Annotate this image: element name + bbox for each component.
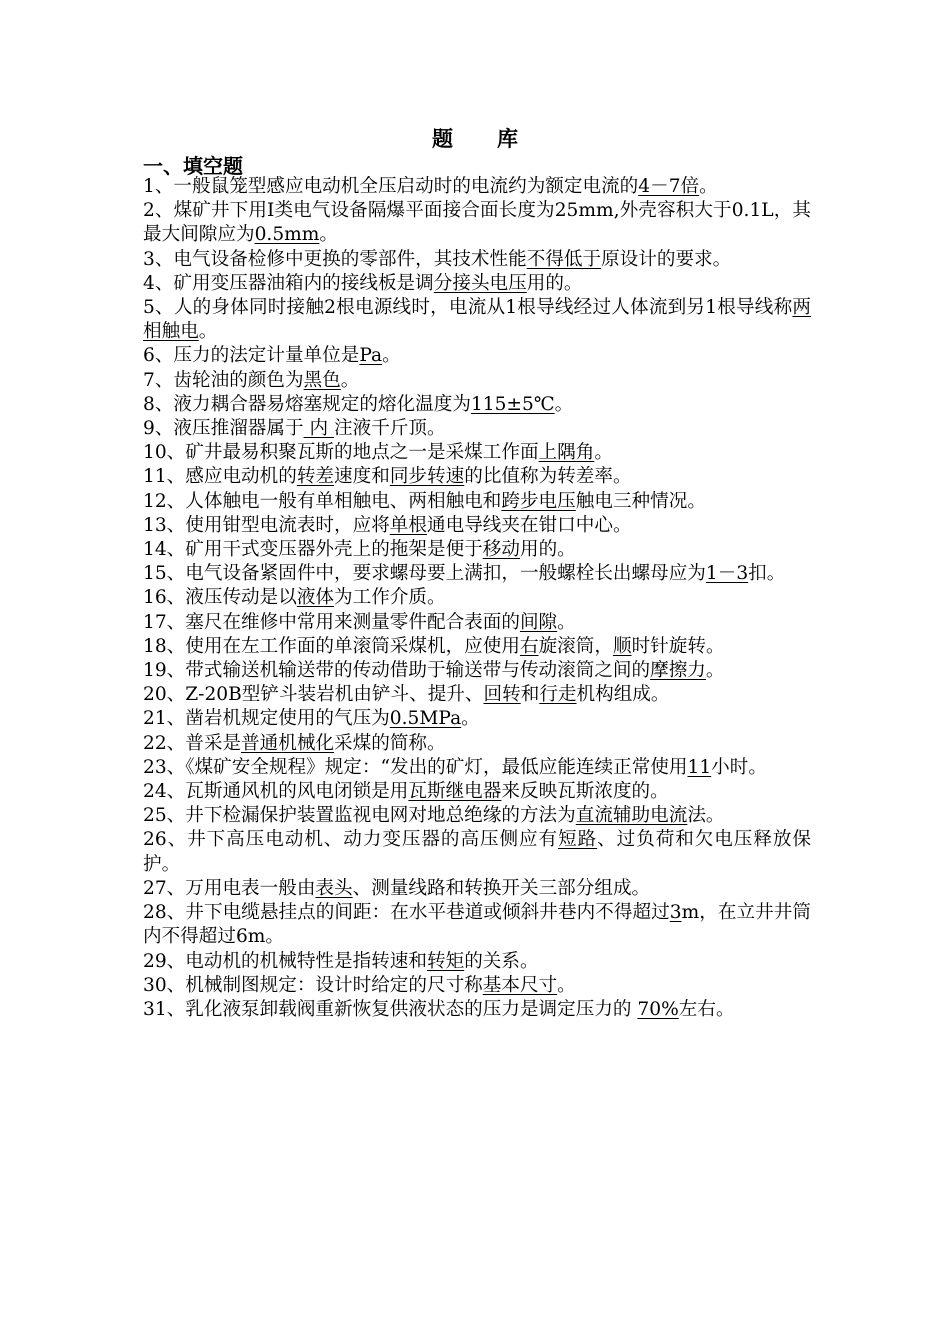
answer-blank: 内: [303, 418, 335, 440]
question-item: [143, 683, 811, 707]
question-text: 17、塞尺在维修中常用来测量零件配合表面的: [143, 611, 520, 633]
question-text: 。: [557, 974, 576, 996]
question-text: 13、使用钳型电流表时，应将: [143, 514, 390, 536]
question-item: [143, 780, 811, 804]
question-text: 扣。: [748, 563, 786, 585]
question-item: [143, 828, 811, 876]
question-text: 15、电气设备紧固件中，要求螺母要上满扣，一般螺栓长出螺母应为: [143, 563, 706, 585]
question-text: 。: [198, 321, 218, 343]
answer-blank: 顺: [612, 635, 632, 657]
question-item: [143, 998, 811, 1022]
answer-blank: 跨步电压: [501, 490, 576, 512]
question-item: [143, 272, 811, 296]
question-item: [143, 538, 811, 562]
question-text: 19、带式输送机输送带的传动借助于输送带与传动滚筒之间的: [143, 660, 651, 682]
answer-blank: 间隙: [519, 611, 558, 633]
question-text: 采煤的简称。: [334, 732, 446, 754]
answer-blank: 黑色: [303, 369, 341, 391]
question-item: [143, 586, 811, 610]
question-text: 10、矿井最易积聚瓦斯的地点之一是采煤工作面: [143, 442, 539, 464]
question-text: 8、液力耦合器易熔塞规定的熔化温度为: [143, 393, 471, 415]
question-text: 触电三种情况。: [575, 490, 706, 512]
question-item: [143, 417, 811, 441]
answer-blank: 3: [669, 902, 682, 924]
question-text: 为工作介质。: [334, 587, 446, 609]
question-text: 4、矿用变压器油箱内的接线板是调: [143, 272, 434, 294]
question-text: 18、使用在左工作面的单滚筒采煤机，应使用: [143, 635, 520, 657]
question-text: 23、《煤矿安全规程》规定：“发出的矿灯，最低应能连续正常使用: [143, 756, 688, 778]
question-item: [143, 296, 811, 344]
question-text: 通电导线夹在钳口中心。: [427, 514, 632, 536]
question-item: [143, 344, 811, 368]
question-item: [143, 248, 811, 272]
answer-blank: 单根: [389, 514, 427, 536]
question-text: 16、液压传动是以: [143, 587, 297, 609]
question-text: 机构组成。: [576, 684, 670, 706]
question-item: [143, 490, 811, 514]
question-text: 25、井下检漏保护装置监视电网对地总绝缘的方法为: [143, 805, 576, 827]
question-item: [143, 465, 811, 489]
question-item: [143, 756, 811, 780]
answer-blank: 不得低于: [526, 248, 602, 270]
question-text: 注液千斤顶。: [334, 418, 446, 440]
question-text: 的关系。: [464, 950, 539, 972]
answer-blank: 两相触电: [143, 297, 811, 343]
page-title: 题库: [432, 127, 562, 151]
question-text: 20、Z-20B型铲斗装岩机由铲斗、提升、: [143, 684, 484, 706]
answer-blank: 摩擦力: [650, 660, 706, 682]
question-text: 3、电气设备检修中更换的零部件，其技术性能: [143, 248, 527, 270]
question-text: 31、乳化液泵卸载阀重新恢复供液状态的压力是调定压力的: [143, 998, 638, 1020]
question-item: [143, 441, 811, 465]
question-item: [143, 707, 811, 731]
answer-blank: 11: [687, 756, 712, 778]
answer-blank: 转矩: [426, 950, 465, 972]
question-text: 、测量线路和转换开关三部分组成。: [352, 877, 651, 899]
question-text: 26、井下高压电动机、动力变压器的高压侧应有: [143, 829, 559, 851]
question-item: [143, 974, 811, 998]
question-text: 时针旋转。: [631, 635, 725, 657]
question-text: 24、瓦斯通风机的风电闭锁是用: [143, 781, 409, 803]
question-text: 速度和: [334, 466, 390, 488]
question-text: 用的。: [519, 539, 576, 561]
answer-blank: 回转: [483, 684, 521, 706]
question-item: [143, 659, 811, 683]
question-item: [143, 804, 811, 828]
question-text: 2、煤矿井下用Ⅰ类电气设备隔爆平面接合面长度为25mm,外壳容积大于0.1L，其最大间隙应为: [143, 200, 811, 246]
question-text: 的比值称为转差率。: [464, 466, 632, 488]
answer-blank: 右: [519, 635, 539, 657]
question-text: 法。: [687, 805, 725, 827]
answer-blank: 上隅角: [538, 442, 595, 464]
question-text: 30、机械制图规定：设计时给定的尺寸称: [143, 974, 483, 996]
question-text: 。: [705, 660, 725, 682]
question-item: [143, 877, 811, 901]
question-item: [143, 514, 811, 538]
question-item: [143, 369, 811, 393]
question-item: [143, 732, 811, 756]
question-text: 28、井下电缆悬挂点的间距：在水平巷道或倾斜井巷内不得超过: [143, 902, 670, 924]
question-text: 。: [699, 176, 718, 197]
answer-blank: 分接头电压: [433, 272, 527, 294]
answer-blank: 基本尺寸: [482, 974, 558, 996]
question-text: 左右。: [678, 998, 735, 1020]
question-item: [143, 901, 811, 949]
question-text: 小时。: [711, 756, 767, 778]
question-text: 22、普采是: [143, 732, 242, 754]
answer-blank: 表头: [315, 877, 353, 899]
question-text: 5、人的身体同时接触2根电源线时，电流从1根导线经过人体流到另1根导线称: [143, 297, 793, 319]
question-item: [143, 199, 811, 247]
answer-blank: 普通机械化: [241, 732, 335, 754]
question-text: 、过负荷和欠电压释放保护。: [143, 829, 811, 875]
answer-blank: Pa: [359, 345, 383, 367]
question-text: 11、感应电动机的: [143, 466, 297, 488]
question-item: [143, 175, 811, 199]
question-text: 14、矿用干式变压器外壳上的拖架是便于: [143, 539, 483, 561]
question-text: 原设计的要求。: [601, 248, 732, 270]
answer-blank: 瓦斯继电器: [408, 781, 502, 803]
answer-blank: 转差: [296, 466, 335, 488]
answer-blank: 70%: [637, 998, 679, 1020]
answer-blank: 行走: [539, 684, 577, 706]
answer-blank: 移动: [482, 539, 520, 561]
answer-blank: 0.5MPa: [389, 708, 462, 730]
question-text: 旋滚筒，: [538, 635, 613, 657]
question-text: 。: [594, 442, 613, 464]
question-text: m，在立井井筒内不得超过6m。: [143, 902, 811, 948]
question-text: 。: [382, 345, 401, 367]
question-text: 27、万用电表一般由: [143, 877, 316, 899]
answer-blank: 液体: [296, 587, 335, 609]
question-text: 。: [461, 708, 480, 730]
section-heading: 一、填空题: [143, 154, 243, 178]
question-text: 。: [554, 393, 574, 415]
answer-blank: 同步转速: [389, 466, 465, 488]
question-item: [143, 611, 811, 635]
question-text: 用的。: [526, 272, 583, 294]
question-text: 29、电动机的机械特性是指转速和: [143, 950, 427, 972]
question-text: 。: [319, 224, 339, 246]
question-text: 21、凿岩机规定使用的气压为: [143, 708, 390, 730]
question-text: 1、一般鼠笼型感应电动机全压启动时的电流约为额定电流的: [143, 176, 639, 197]
question-text: 9、液压推溜器属于: [143, 418, 304, 440]
question-text: 6、压力的法定计量单位是: [143, 345, 360, 367]
question-item: [143, 393, 811, 417]
question-text: 来反映瓦斯浓度的。: [501, 781, 669, 803]
answer-blank: 1－3: [705, 563, 749, 585]
question-text: 。: [340, 369, 360, 391]
answer-blank: 4－7倍: [638, 176, 700, 197]
answer-blank: 短路: [558, 829, 598, 851]
question-text: 。: [557, 611, 576, 633]
answer-blank: 直流辅助电流: [575, 805, 688, 827]
question-list: [143, 175, 811, 1022]
question-text: 和: [520, 684, 540, 706]
answer-blank: 115±5℃: [470, 393, 555, 415]
question-item: [143, 950, 811, 974]
question-item: [143, 635, 811, 659]
answer-blank: 0.5mm: [254, 224, 320, 246]
question-text: 12、人体触电一般有单相触电、两相触电和: [143, 490, 502, 512]
question-text: 7、齿轮油的颜色为: [143, 369, 304, 391]
question-item: [143, 562, 811, 586]
